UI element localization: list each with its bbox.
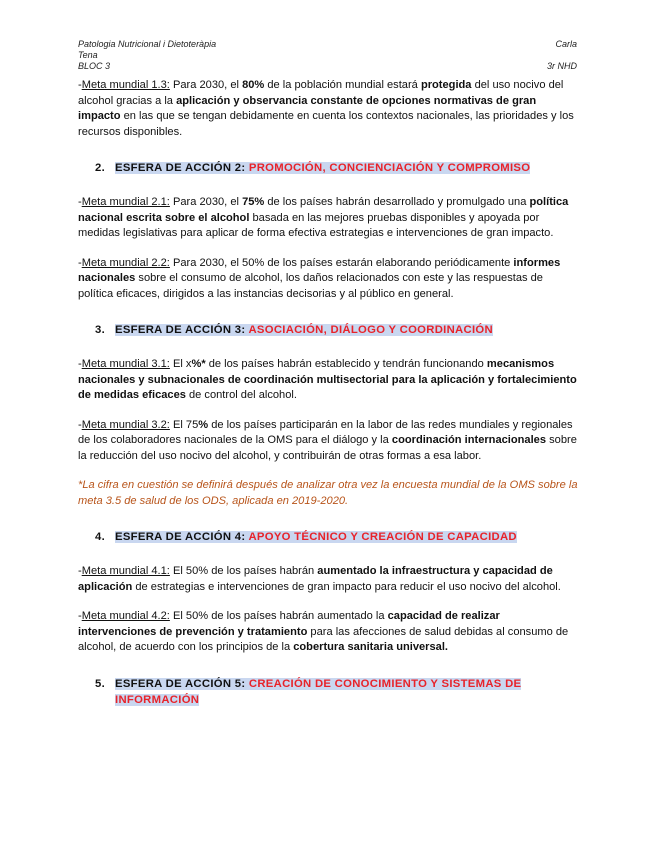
- header-author-first: Carla: [555, 39, 577, 49]
- goal-3-1: -Meta mundial 3.1: El x%* de los países habrán establecido y tendrán funcionando mecanismos nacionales y subnacionales de coordinación multisectorial para la aplicación y fortalecimiento de medidas eficaces de control del alcohol.: [78, 358, 577, 401]
- goal-2-1: -Meta mundial 2.1: Para 2030, el 75% de los países habrán desarrollado y promulgado una política nacional escrita sobre el alcohol basada en las mejores pruebas disponibles y apoyada por medidas legislativas para aplicar de forma efectiva estrategias e intervenciones de gran impacto.: [78, 196, 569, 239]
- goal-4-1: -Meta mundial 4.1: El 50% de los países habrán aumentado la infraestructura y capacidad de aplicación de estrategias e intervenciones de gran impacto para reducir el uso nocivo del alcohol.: [78, 565, 561, 593]
- header-course: Patologia Nutricional i Dietoteràpia: [78, 39, 217, 49]
- document-body: [78, 78, 578, 727]
- section-heading-5: 5. ESFERA DE ACCIÓN 5: CREACIÓN DE CONOCIMIENTO Y SISTEMAS DE INFORMACIÓN: [95, 677, 522, 706]
- footnote: *La cifra en cuestión se definirá después de analizar otra vez la encuesta mundial de la OMS sobre la meta 3.5 de salud de los ODS, aplicada en 2019-2020.: [78, 479, 578, 507]
- section-heading-2: 2. ESFERA DE ACCIÓN 2: PROMOCIÓN, CONCIENCIACIÓN Y COMPROMISO: [95, 162, 531, 174]
- section-title: CREACIÓN DE CONOCIMIENTO Y SISTEMAS DE INFORMACIÓN: [115, 677, 522, 706]
- goal-label: Meta mundial 3.2:: [81, 418, 170, 431]
- header-right: [547, 39, 577, 72]
- goal-label: Meta mundial 4.1:: [81, 565, 170, 577]
- goal-4-2: -Meta mundial 4.2: El 50% de los países habrán aumentado la capacidad de realizar intervenciones de prevención y tratamiento para las afecciones de salud debidas al consumo de alcohol, de acuerdo con los principios de la cobertura sanitaria universal.: [78, 610, 569, 653]
- section-lead: ESFERA DE ACCIÓN 4:: [115, 531, 246, 543]
- goal-label: Meta mundial 2.1:: [81, 196, 170, 208]
- section-lead: ESFERA DE ACCIÓN 5:: [115, 677, 246, 690]
- header-bloc: BLOC 3: [78, 61, 111, 71]
- goal-3-2: -Meta mundial 3.2: El 75% de los países participarán en la labor de las redes mundiales y regionales de los colaboradores nacionales de la OMS para el diálogo y la coordinación internacionales sobre la reducción del uso nocivo del alcohol, y contribuirán de otras formas a esa labor.: [78, 418, 577, 462]
- section-heading-4: 4. ESFERA DE ACCIÓN 4: APOYO TÉCNICO Y CREACIÓN DE CAPACIDAD: [95, 531, 517, 543]
- goal-label: Meta mundial 1.3:: [81, 79, 170, 91]
- header-left: [78, 39, 216, 72]
- goal-label: Meta mundial 2.2:: [81, 256, 170, 269]
- section-title: PROMOCIÓN, CONCIENCIACIÓN Y COMPROMISO: [248, 162, 531, 174]
- header-group: 3r NHD: [546, 61, 577, 71]
- goal-label: Meta mundial 3.1:: [81, 358, 170, 370]
- header-author-last: Tena: [78, 50, 98, 60]
- section-heading-3: 3. ESFERA DE ACCIÓN 3: ASOCIACIÓN, DIÁLOGO Y COORDINACIÓN: [95, 324, 493, 336]
- goal-label: Meta mundial 4.2:: [81, 610, 170, 622]
- section-lead: ESFERA DE ACCIÓN 2:: [115, 162, 246, 174]
- section-title: ASOCIACIÓN, DIÁLOGO Y COORDINACIÓN: [248, 324, 493, 336]
- goal-2-2: -Meta mundial 2.2: Para 2030, el 50% de los países estarán elaborando periódicamente informes nacionales sobre el consumo de alcohol, los daños relacionados con este y las respuestas de política eficaces, dirigidos a las instancias decisorias y al público en general.: [78, 256, 561, 300]
- section-lead: ESFERA DE ACCIÓN 3:: [115, 324, 246, 336]
- section-title: APOYO TÉCNICO Y CREACIÓN DE CAPACIDAD: [248, 531, 517, 543]
- goal-1-3: -Meta mundial 1.3: Para 2030, el 80% de la población mundial estará protegida del uso nocivo del alcohol gracias a la aplicación y observancia constante de opciones normativas de gran impacto en las que se tengan debidamente en cuenta los contextos nacionales, las prioridades y los recursos disponibles.: [78, 79, 574, 138]
